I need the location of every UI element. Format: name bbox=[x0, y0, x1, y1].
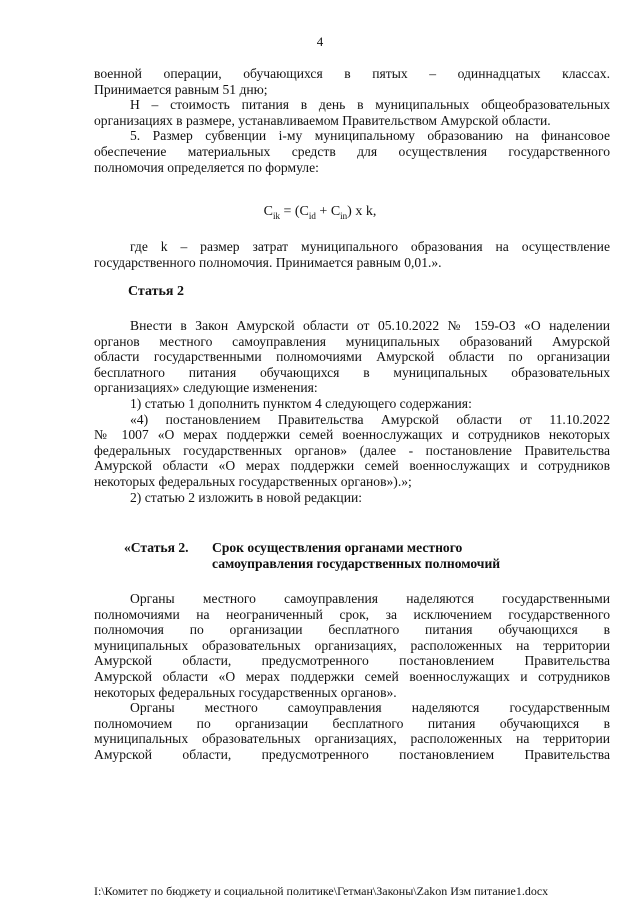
text-line: органов местного самоуправления муниципальных образований Амурской bbox=[94, 333, 610, 349]
text-line: полномочием по организации бесплатного питания обучающихся в bbox=[94, 715, 610, 731]
article-heading-label: «Статья 2. bbox=[124, 540, 189, 555]
text-line: полномочиями на неограниченный срок, за исключением государственного bbox=[94, 606, 610, 622]
formula-sub-id: id bbox=[308, 210, 316, 221]
article-heading-title bbox=[212, 540, 632, 571]
text-line: Принимается равным 51 дню; bbox=[94, 81, 268, 97]
text-line: Амурской области «О мерах поддержки семей военнослужащих и сотрудников bbox=[94, 458, 610, 474]
text-line: федеральных государственных органов» (далее - постановление Правительства bbox=[94, 442, 610, 458]
page-number: 4 bbox=[316, 34, 324, 49]
text-line: 1) статью 1 дополнить пунктом 4 следующего содержания: bbox=[130, 395, 472, 411]
text-line: Органы местного самоуправления наделяются государственным bbox=[130, 700, 610, 716]
text-line: Внести в Закон Амурской области от 05.10.2022 № 159-ОЗ «О наделении bbox=[130, 318, 610, 333]
article-heading-title-line1: Срок осуществления органами местного bbox=[212, 540, 463, 555]
formula-rest: ) x k, bbox=[347, 204, 377, 219]
formula-sub-in: in bbox=[340, 210, 348, 221]
text-line: государственного полномочия. Принимается равным 0,01.». bbox=[94, 254, 442, 270]
article-heading-title-line2: самоуправления государственных полномочий bbox=[212, 555, 501, 571]
formula-sub-ik: ik bbox=[272, 210, 280, 221]
text-block-final bbox=[94, 591, 610, 763]
text-line: бесплатного питания обучающихся в муниципальных образовательных bbox=[94, 364, 610, 380]
text-line: где k – размер затрат муниципального образования на осуществление bbox=[130, 239, 610, 254]
text-block-top bbox=[94, 66, 610, 175]
text-line: обеспечение материальных средств для осуществления государственного bbox=[94, 143, 610, 159]
formula-c1: C bbox=[263, 204, 273, 219]
text-line: Амурской области, предусмотренного постановлением Правительства bbox=[94, 653, 610, 669]
text-line: военной операции, обучающихся в пятых – одиннадцатых классах. bbox=[94, 66, 610, 81]
text-line: некоторых федеральных государственных органов». bbox=[94, 684, 397, 700]
text-line: «4) постановлением Правительства Амурской области от 11.10.2022 bbox=[130, 411, 610, 427]
text-line: муниципальных образовательных организациях, расположенных на территории bbox=[94, 731, 610, 747]
text-line: полномочия по организации бесплатного питания обучающихся в bbox=[94, 622, 610, 638]
text-line: полномочия определяется по формуле: bbox=[94, 159, 319, 175]
formula bbox=[0, 204, 640, 221]
text-line: № 1007 «О мерах поддержки семей военнослужащих и сотрудников некоторых bbox=[94, 427, 610, 443]
text-line: Органы местного самоуправления наделяются государственными bbox=[130, 591, 610, 606]
text-line: организациях» следующие изменения: bbox=[94, 380, 318, 396]
text-line: 5. Размер субвенции i-му муниципальному образованию на финансовое bbox=[130, 128, 610, 144]
article-2-heading: Статья 2 bbox=[128, 284, 184, 299]
text-line: некоторых федеральных государственных органов»).»; bbox=[94, 473, 412, 489]
text-block-after-formula bbox=[94, 239, 610, 270]
text-line: муниципальных образовательных организациях, расположенных на территории bbox=[94, 637, 610, 653]
text-line: Амурской области «О мерах поддержки семей военнослужащих и сотрудников bbox=[94, 668, 610, 684]
text-block-article-2 bbox=[94, 318, 610, 505]
formula-c2: = (C bbox=[280, 204, 309, 219]
text-line: Н – стоимость питания в день в муниципальных общеобразовательных bbox=[130, 97, 610, 113]
footer-file-path: I:\Комитет по бюджету и социальной политике\Гетман\Законы\Zakon Изм питание1.docx bbox=[94, 884, 549, 898]
formula-c3: + C bbox=[315, 204, 341, 219]
text-line: 2) статью 2 изложить в новой редакции: bbox=[130, 489, 363, 505]
text-line: Амурской области, предусмотренного постановлением Правительства bbox=[94, 746, 610, 762]
text-line: области государственными полномочиями Амурской области по организации bbox=[94, 349, 610, 365]
text-line: организациях в размере, устанавливаемом Правительством Амурской области. bbox=[94, 112, 551, 128]
